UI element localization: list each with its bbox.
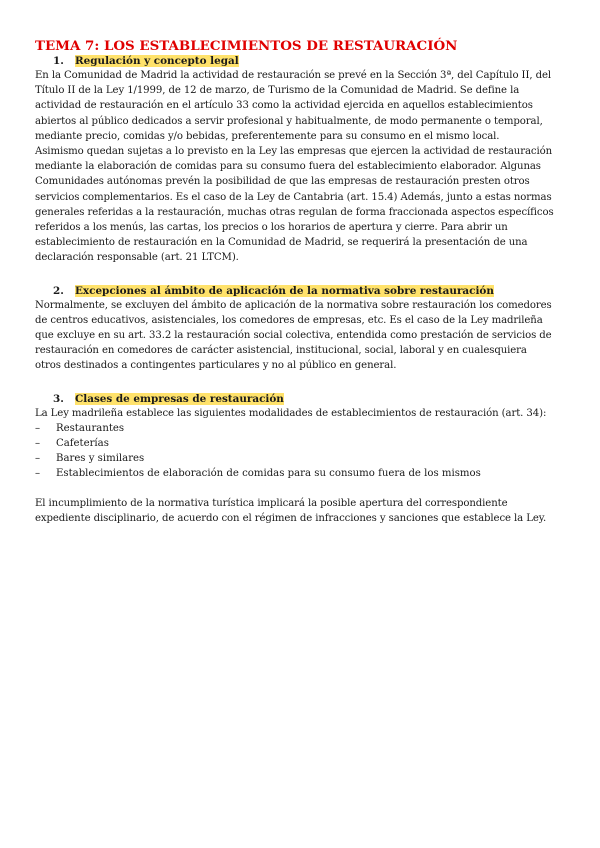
paragraph-line: de centros educativos, asistenciales, los comedores de empresas, etc. Es el caso de la Ley madrileña [35,314,543,326]
list-item [35,451,565,466]
section-number: 2. [53,284,64,297]
dash-icon: – [35,468,41,480]
section-paragraph [35,68,565,266]
paragraph-line: Normalmente, se excluyen del ámbito de aplicación de la normativa sobre restauración los comedores [35,299,552,311]
section-spacer [35,266,565,284]
section-number: 1. [53,55,64,67]
paragraph-line: declaración responsable (art. 21 LTCM). [35,252,239,264]
document-page [35,38,565,526]
paragraph-line: que excluye en su art. 33.2 la restauración social colectiva, entendida como prestación de servicios de [35,330,552,342]
paragraph-line: La Ley madrileña establece las siguientes modalidades de establecimientos de restauración (art. 34): [35,407,547,419]
section-intro [35,406,565,421]
paragraph-line: mediante precio, comidas y/o bebidas, preferentemente para su consumo en el mismo local. [35,130,500,142]
list-item [35,466,565,481]
paragraph-line: El incumplimiento de la normativa turística implicará la posible apertura del correspondiente [35,497,508,509]
paragraph-line: En la Comunidad de Madrid la actividad de restauración se prevé en la Sección 3ª, del Capítulo II, del [35,70,551,81]
section-heading [35,284,565,298]
paragraph-line: Comunidades autónomas prevén la posibilidad de que las empresas de restauración presten otros [35,176,530,188]
section-heading-text: Regulación y concepto legal [75,55,239,67]
list-item-label: Establecimientos de elaboración de comidas para su consumo fuera de los mismos [56,468,481,480]
dash-icon: – [35,438,41,450]
section-heading [35,392,565,406]
paragraph-line: establecimiento de restauración en la Comunidad de Madrid, se requerirá la presentación de una [35,237,528,249]
section-excepciones [35,284,565,374]
dash-icon: – [35,453,41,465]
list-item [35,436,565,451]
section-regulacion [35,54,565,266]
paragraph-line: otros destinados a contingentes particulares y no al público en general. [35,360,397,372]
dash-icon: – [35,422,41,434]
paragraph-line: mediante la elaboración de comidas para su consumo fuera del establecimiento elaborador. Algunas [35,161,541,173]
section-spacer [35,374,565,392]
paragraph-line: Asimismo quedan sujetas a lo previsto en la Ley las empresas que ejercen la actividad de restauración [35,146,553,158]
section-number: 3. [53,392,64,405]
closing-paragraph [35,496,565,526]
section-heading [35,54,565,68]
paragraph-line: generales referidas a la restauración, muchas otras regulan de forma fraccionada aspectos específicos [35,206,554,218]
establishment-types-list [35,421,565,482]
section-clases [35,392,565,482]
section-heading-text: Excepciones al ámbito de aplicación de la normativa sobre restauración [75,284,494,297]
document-title: TEMA 7: LOS ESTABLECIMIENTOS DE RESTAURACIÓN [35,38,458,54]
paragraph-line: Título II de la Ley 1/1999, de 12 de marzo, de Turismo de la Comunidad de Madrid. Se define la [35,85,520,97]
section-spacer [35,482,565,496]
paragraph-line: abiertos al público dedicados a servir profesional y habitualmente, de modo permanente o temporal, [35,115,543,127]
paragraph-line: restauración en comedores de carácter asistencial, institucional, social, laboral y en cualesquiera [35,345,527,357]
paragraph-line: actividad de restauración en el artículo 33 como la actividad ejercida en aquellos establecimientos [35,100,533,112]
paragraph-line: referidos a los menús, las cartas, los precios o los horarios de apertura y cierre. Para abrir un [35,222,508,234]
list-item-label: Bares y similares [56,453,145,465]
section-heading-text: Clases de empresas de restauración [75,392,284,405]
list-item-label: Restaurantes [56,422,125,434]
paragraph-line: expediente disciplinario, de acuerdo con el régimen de infracciones y sanciones que establece la Ley. [35,512,547,524]
list-item-label: Cafeterías [56,438,109,450]
section-paragraph [35,298,565,374]
paragraph-line: servicios complementarios. Es el caso de la Ley de Cantabria (art. 15.4) Además, junto a estas normas [35,191,552,203]
list-item [35,421,565,436]
